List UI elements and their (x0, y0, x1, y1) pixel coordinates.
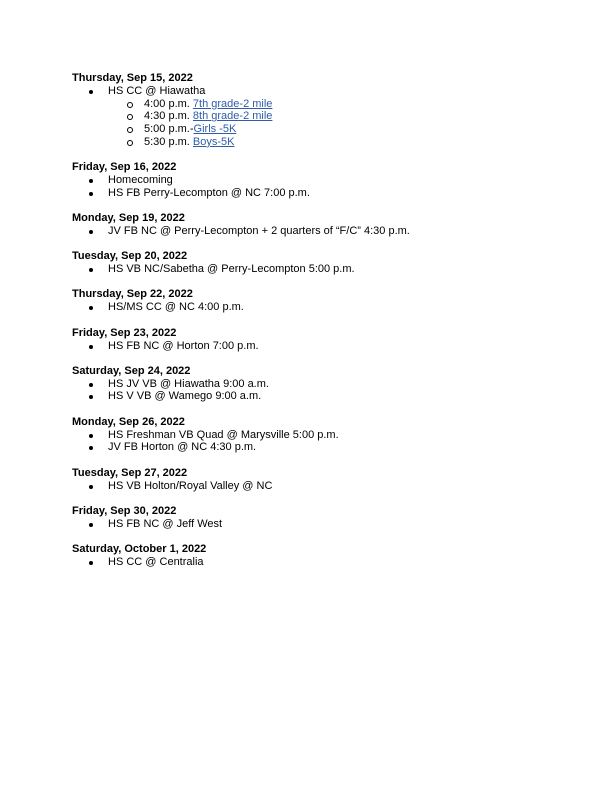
event-text: HS VB Holton/Royal Valley @ NC (108, 479, 273, 492)
bullet-icon (89, 192, 93, 196)
hollow-bullet-icon (127, 140, 133, 146)
event-text: HS FB NC @ Jeff West (108, 517, 223, 530)
race-time: 4:00 p.m. (144, 97, 193, 110)
schedule-document (72, 72, 542, 581)
day-section (72, 416, 542, 454)
event-item (72, 441, 542, 454)
day-section (72, 72, 542, 149)
event-text: HS FB NC @ Horton 7:00 p.m. (108, 339, 259, 352)
event-item (72, 518, 542, 531)
event-item (72, 480, 542, 493)
event-item (72, 225, 542, 238)
day-section (72, 327, 542, 353)
race-link[interactable]: Boys-5K (192, 135, 235, 148)
day-date: Friday, Sep 30, 2022 (72, 504, 177, 517)
event-text: JV FB NC @ Perry-Lecompton + 2 quarters of “F/C” 4:30 p.m. (108, 224, 410, 237)
bullet-icon (89, 446, 93, 450)
day-date: Tuesday, Sep 20, 2022 (72, 250, 188, 263)
event-item (72, 174, 542, 187)
day-section (72, 161, 542, 199)
event-list (72, 225, 542, 238)
event-list (72, 301, 542, 314)
event-text: HS Freshman VB Quad @ Marysville 5:00 p.m. (108, 428, 339, 441)
event-item (72, 556, 542, 569)
event-list (72, 556, 542, 569)
event-text: HS JV VB @ Hiawatha 9:00 a.m. (108, 377, 269, 390)
day-section (72, 543, 542, 569)
race-item (108, 136, 542, 149)
hollow-bullet-icon (127, 127, 133, 133)
day-section (72, 365, 542, 403)
bullet-icon (89, 523, 93, 527)
day-date: Saturday, October 1, 2022 (72, 542, 207, 555)
event-list (72, 174, 542, 199)
day-date: Monday, Sep 26, 2022 (72, 415, 185, 428)
race-link[interactable]: 7th grade-2 mile (192, 97, 273, 110)
event-text: JV FB Horton @ NC 4:30 p.m. (108, 441, 257, 454)
day-section (72, 505, 542, 531)
event-item (72, 85, 542, 149)
event-text: HS CC @ Hiawatha (108, 85, 206, 97)
event-item (72, 378, 542, 391)
day-section (72, 212, 542, 238)
day-section (72, 250, 542, 276)
hollow-bullet-icon (127, 114, 133, 120)
event-item (72, 340, 542, 353)
day-date: Saturday, Sep 24, 2022 (72, 364, 191, 377)
race-time: 5:30 p.m. (144, 135, 193, 148)
event-text: HS/MS CC @ NC 4:00 p.m. (108, 301, 244, 314)
bullet-icon (89, 90, 93, 94)
day-section (72, 467, 542, 493)
event-text: HS VB NC/Sabetha @ Perry-Lecompton 5:00 p.m. (108, 263, 355, 276)
bullet-icon (89, 230, 93, 234)
event-text: HS V VB @ Wamego 9:00 a.m. (108, 390, 262, 403)
day-section (72, 288, 542, 314)
event-item (72, 263, 542, 276)
event-text: Homecoming (108, 174, 173, 187)
bullet-icon (89, 268, 93, 272)
bullet-icon (89, 306, 93, 310)
event-list (72, 263, 542, 276)
race-item (108, 98, 542, 111)
bullet-icon (89, 345, 93, 349)
event-text: HS FB Perry-Lecompton @ NC 7:00 p.m. (108, 186, 310, 199)
bullet-icon (89, 179, 93, 183)
hollow-bullet-icon (127, 102, 133, 108)
day-date: Thursday, Sep 15, 2022 (72, 72, 193, 84)
event-list (72, 340, 542, 353)
race-list (108, 98, 542, 149)
race-link[interactable]: Girls -5K (193, 123, 237, 136)
day-date: Tuesday, Sep 27, 2022 (72, 466, 188, 479)
event-list (72, 85, 542, 149)
race-time: 5:00 p.m.- (144, 123, 194, 136)
bullet-icon (89, 395, 93, 399)
race-item (108, 123, 542, 136)
event-text: HS CC @ Centralia (108, 555, 204, 568)
event-list (72, 518, 542, 531)
day-date: Thursday, Sep 22, 2022 (72, 288, 193, 301)
bullet-icon (89, 383, 93, 387)
event-item (72, 390, 542, 403)
event-list (72, 429, 542, 454)
bullet-icon (89, 485, 93, 489)
day-date: Friday, Sep 16, 2022 (72, 161, 177, 174)
bullet-icon (89, 561, 93, 565)
race-link[interactable]: 8th grade-2 mile (192, 110, 273, 123)
event-list (72, 480, 542, 493)
race-item (108, 110, 542, 123)
event-item (72, 187, 542, 200)
day-date: Monday, Sep 19, 2022 (72, 211, 185, 224)
event-item (72, 301, 542, 314)
event-list (72, 378, 542, 403)
bullet-icon (89, 434, 93, 438)
race-time: 4:30 p.m. (144, 110, 193, 123)
event-item (72, 429, 542, 442)
day-date: Friday, Sep 23, 2022 (72, 326, 177, 339)
